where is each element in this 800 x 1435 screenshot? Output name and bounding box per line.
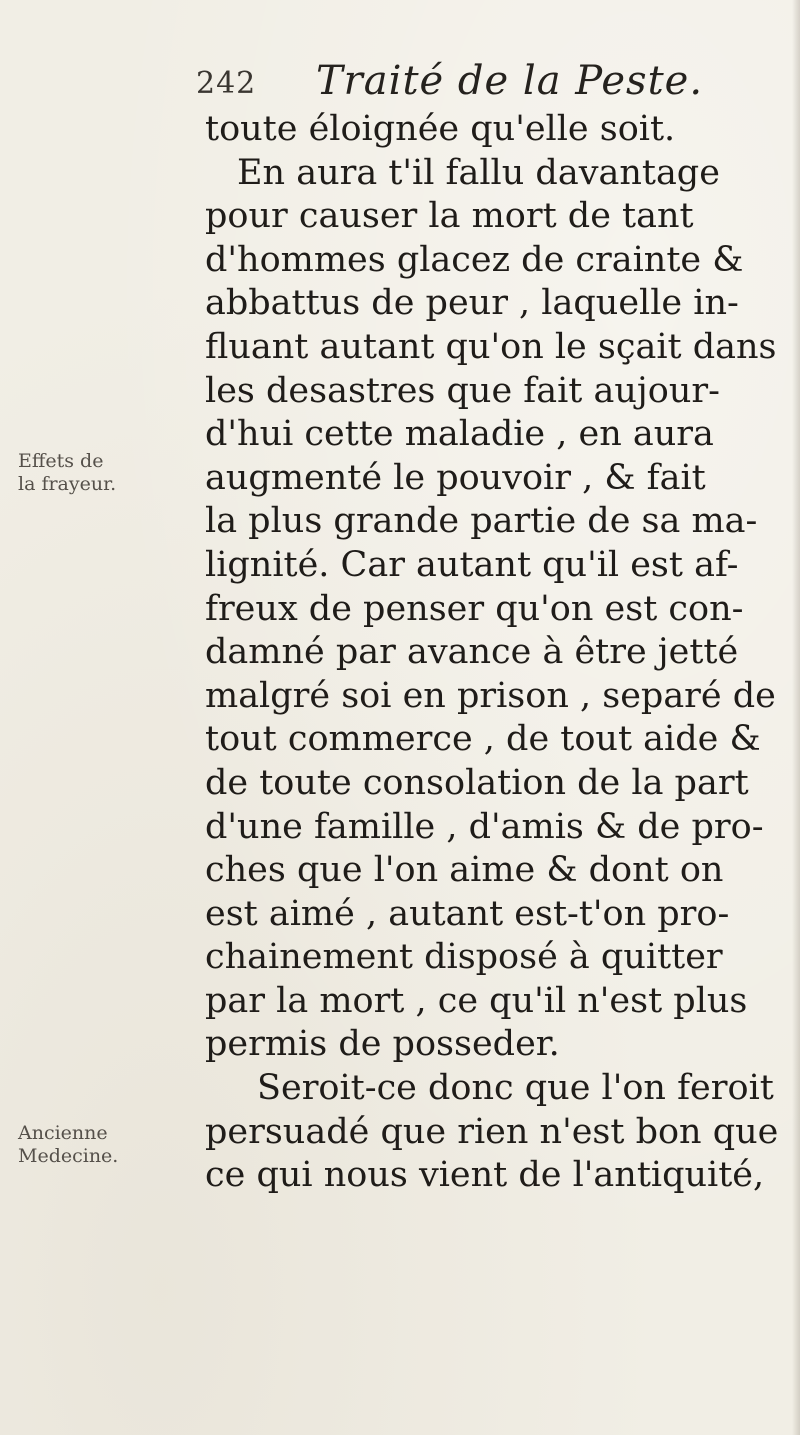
margin-note-medicine [18,1122,118,1168]
text-line: malgré soi en prison , separé de [205,675,776,716]
text-line: d'une famille , d'amis & de pro- [205,806,764,847]
text-line: toute éloignée qu'elle soit. [205,109,676,149]
page-number: 242 [196,66,257,101]
page-edge-shadow [792,0,800,1435]
text-line: augmenté le pouvoir , & fait [205,457,706,498]
text-line: les desastres que fait aujour- [205,370,720,411]
margin-note-effects [18,450,116,496]
text-line: damné par avance à être jetté [205,632,739,673]
text-line: fluant autant qu'on le sçait dans [205,326,777,367]
text-line: abbattus de peur , laquelle in- [205,283,739,324]
body-text [205,108,785,1198]
text-line: chainement disposé à quitter [205,937,723,978]
text-line: ches que l'on aime & dont on [205,850,724,891]
text-line: est aimé , autant est-t'on pro- [205,893,730,934]
text-line: d'hui cette maladie , en aura [205,414,714,455]
text-line: tout commerce , de tout aide & [205,719,761,760]
text-line: persuadé que rien n'est bon que [205,1111,779,1152]
margin-note-line: Ancienne [18,1122,108,1144]
running-head: Traité de la Peste. [316,58,704,104]
text-line: ce qui nous vient de l'antiquité, [205,1155,765,1196]
margin-note-line: Medecine. [18,1145,119,1167]
text-line: lignité. Car autant qu'il est af- [205,544,739,585]
text-line: Seroit-ce donc que l'on feroit [257,1068,774,1109]
text-line: freux de penser qu'on est con- [205,588,744,629]
text-line: d'hommes glacez de crainte & [205,239,744,280]
text-line: pour causer la mort de tant [205,196,694,237]
text-line: la plus grande partie de sa ma- [205,501,758,542]
text-line: permis de posseder. [205,1024,560,1065]
text-line: En aura t'il fallu davantage [237,152,720,193]
margin-note-line: Effets de [18,450,104,472]
text-line: par la mort , ce qu'il n'est plus [205,980,748,1021]
text-line: de toute consolation de la part [205,762,749,803]
margin-note-line: la frayeur. [18,473,117,495]
